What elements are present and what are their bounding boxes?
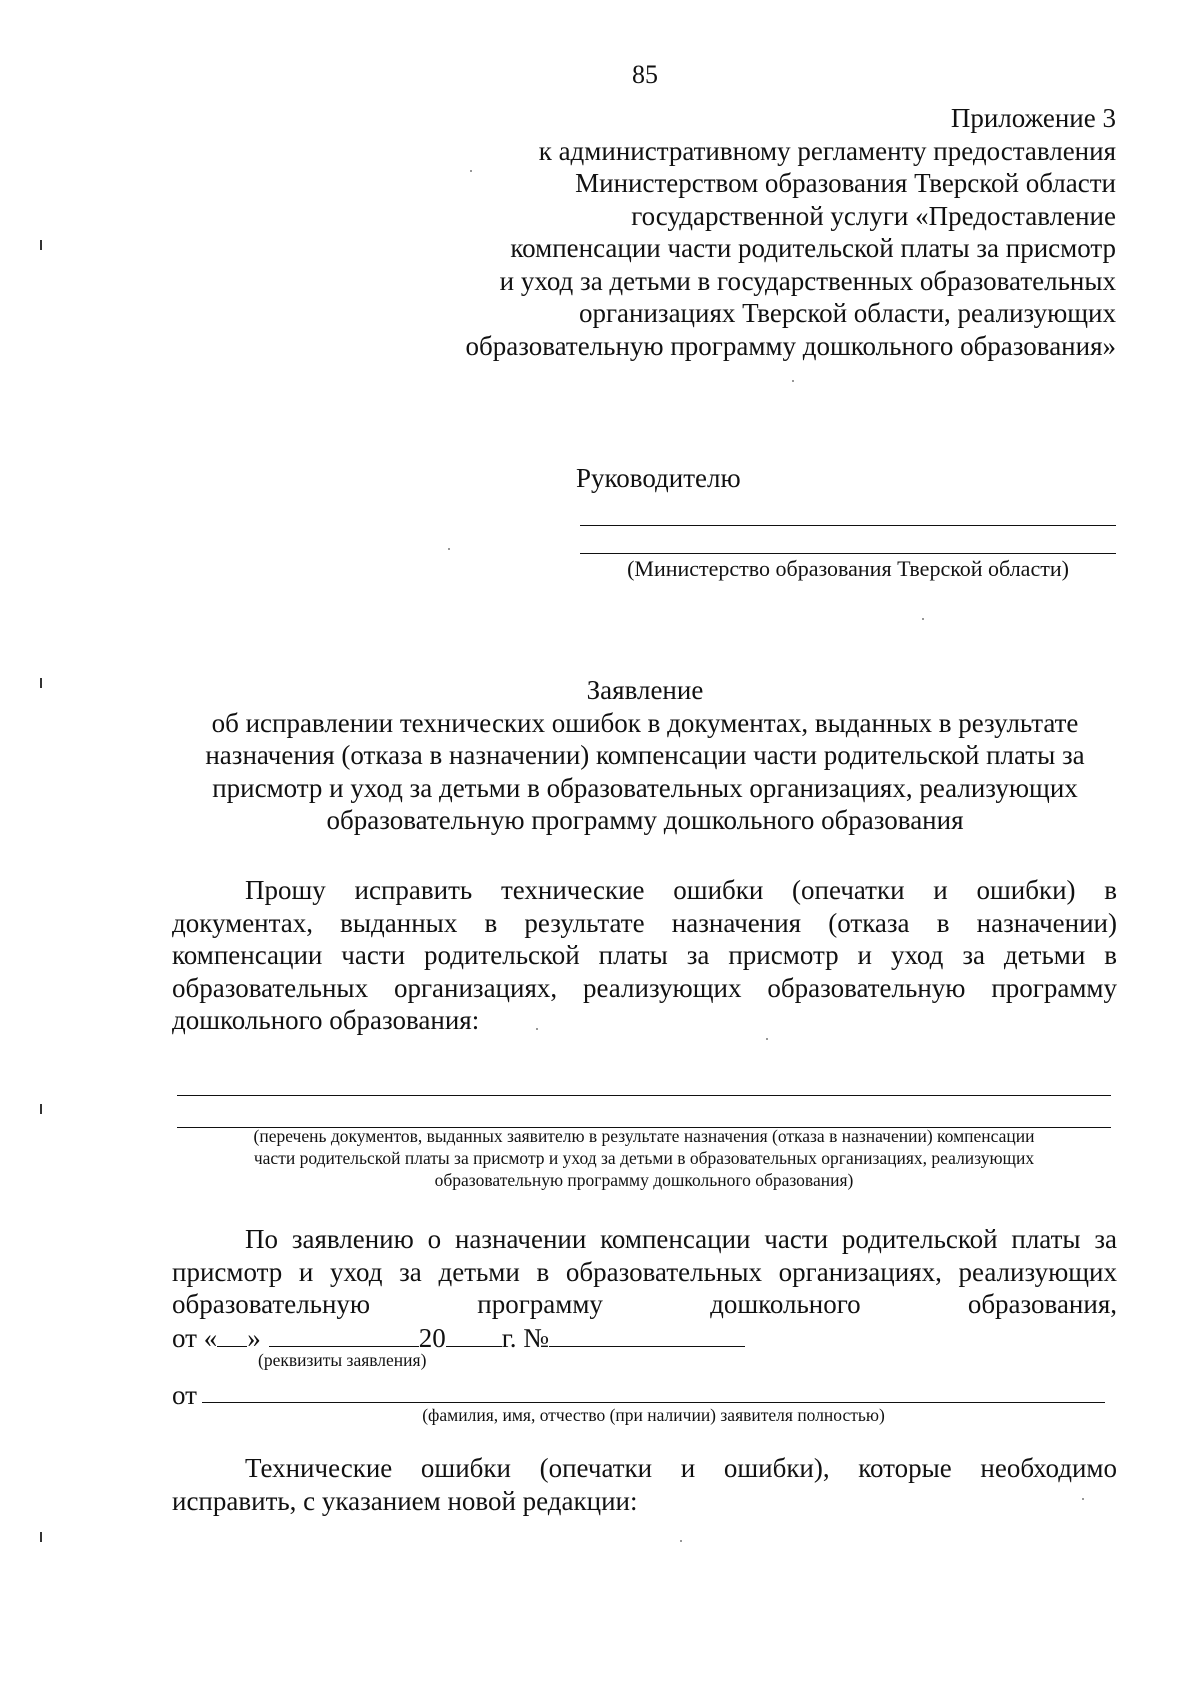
- title-heading: Заявление: [586, 675, 704, 705]
- paragraph-line: дошкольного образования:: [172, 1005, 480, 1035]
- applicant-from: от: [172, 1380, 197, 1410]
- caption-line: (перечень документов, выданных заявителю в результате назначения (отказа в назначении) компенсации: [253, 1126, 1035, 1146]
- title-line: образовательную программу дошкольного образования: [326, 805, 964, 835]
- scan-speck: [792, 380, 794, 382]
- statement-paragraph: [172, 1223, 1117, 1321]
- document-title: [160, 674, 1130, 837]
- day-blank: [217, 1322, 247, 1347]
- appendix-line: Приложение 3: [950, 103, 1116, 133]
- addressee-blank-line-2: [580, 553, 1116, 554]
- title-line: присмотр и уход за детьми в образовательных организациях, реализующих: [212, 772, 1078, 803]
- appendix-line: организациях Тверской области, реализующих: [578, 298, 1116, 328]
- binding-mark: [40, 1104, 42, 1114]
- caption-line: образовательную программу дошкольного образования): [434, 1170, 854, 1190]
- requisites-year-suffix: г. №: [501, 1323, 549, 1353]
- addressee-caption: (Министерство образования Тверской области): [627, 556, 1069, 581]
- appendix-line: к административному регламенту предоставления: [538, 135, 1116, 166]
- paragraph-line: Прошу исправить технические ошибки (опечатки и ошибки) в: [245, 875, 1117, 905]
- appendix-line: компенсации части родительской платы за присмотр: [510, 233, 1116, 263]
- scan-speck: [536, 1028, 538, 1030]
- documents-caption: [177, 1125, 1111, 1191]
- number-blank: [549, 1322, 745, 1347]
- paragraph-line: образовательную программу дошкольного образования,: [172, 1289, 1117, 1319]
- appendix-line: Министерством образования Тверской области: [575, 168, 1116, 198]
- year-blank: [446, 1322, 502, 1347]
- binding-mark: [40, 240, 42, 250]
- requisites-from: от «: [172, 1323, 218, 1353]
- paragraph-line: присмотр и уход за детьми в образовательных организациях, реализующих: [172, 1256, 1117, 1287]
- appendix-line: и уход за детьми в государственных образовательных: [499, 265, 1116, 296]
- request-paragraph: [172, 874, 1117, 1037]
- paragraph-line: По заявлению о назначении компенсации части родительской платы за: [245, 1224, 1117, 1254]
- month-blank: [269, 1322, 419, 1347]
- requisites-close-quote: »: [247, 1323, 261, 1353]
- paragraph-line: образовательных организациях, реализующих образовательную программу: [172, 972, 1117, 1003]
- binding-mark: [40, 678, 42, 688]
- scan-speck: [766, 1038, 768, 1040]
- scan-speck: [470, 170, 472, 172]
- appendix-line: государственной услуги «Предоставление: [631, 200, 1116, 231]
- scan-speck: [680, 1540, 682, 1542]
- binding-mark: [40, 1532, 42, 1542]
- paragraph-line: компенсации части родительской платы за присмотр и уход за детьми в: [172, 940, 1117, 970]
- appendix-header: [356, 102, 1116, 362]
- errors-paragraph: [172, 1452, 1117, 1517]
- paragraph-line: документах, выданных в результате назначения (отказа в назначении): [172, 907, 1117, 938]
- scan-speck: [922, 618, 924, 620]
- addressee-label: Руководителю: [576, 463, 741, 493]
- documents-blank-line-1: [177, 1095, 1111, 1096]
- appendix-line: образовательную программу дошкольного образования»: [465, 330, 1116, 361]
- scan-speck: [448, 548, 450, 550]
- title-line: об исправлении технических ошибок в документах, выданных в результате: [211, 707, 1079, 738]
- requisites-year-prefix: 20: [418, 1323, 446, 1353]
- addressee-blank-line-1: [580, 525, 1116, 526]
- applicant-blank-line: [202, 1402, 1105, 1403]
- caption-line: части родительской платы за присмотр и уход за детьми в образовательных организациях, реализующих: [253, 1148, 1035, 1168]
- requisites-caption: (реквизиты заявления): [258, 1350, 427, 1370]
- applicant-caption: (фамилия, имя, отчество (при наличии) заявителя полностью): [422, 1405, 885, 1425]
- title-line: назначения (отказа в назначении) компенсации части родительской платы за: [205, 740, 1085, 770]
- paragraph-line: Технические ошибки (опечатки и ошибки), которые необходимо: [245, 1453, 1117, 1483]
- paragraph-line: исправить, с указанием новой редакции:: [172, 1485, 638, 1516]
- scan-speck: [1082, 1498, 1084, 1500]
- page-number: 85: [632, 60, 658, 89]
